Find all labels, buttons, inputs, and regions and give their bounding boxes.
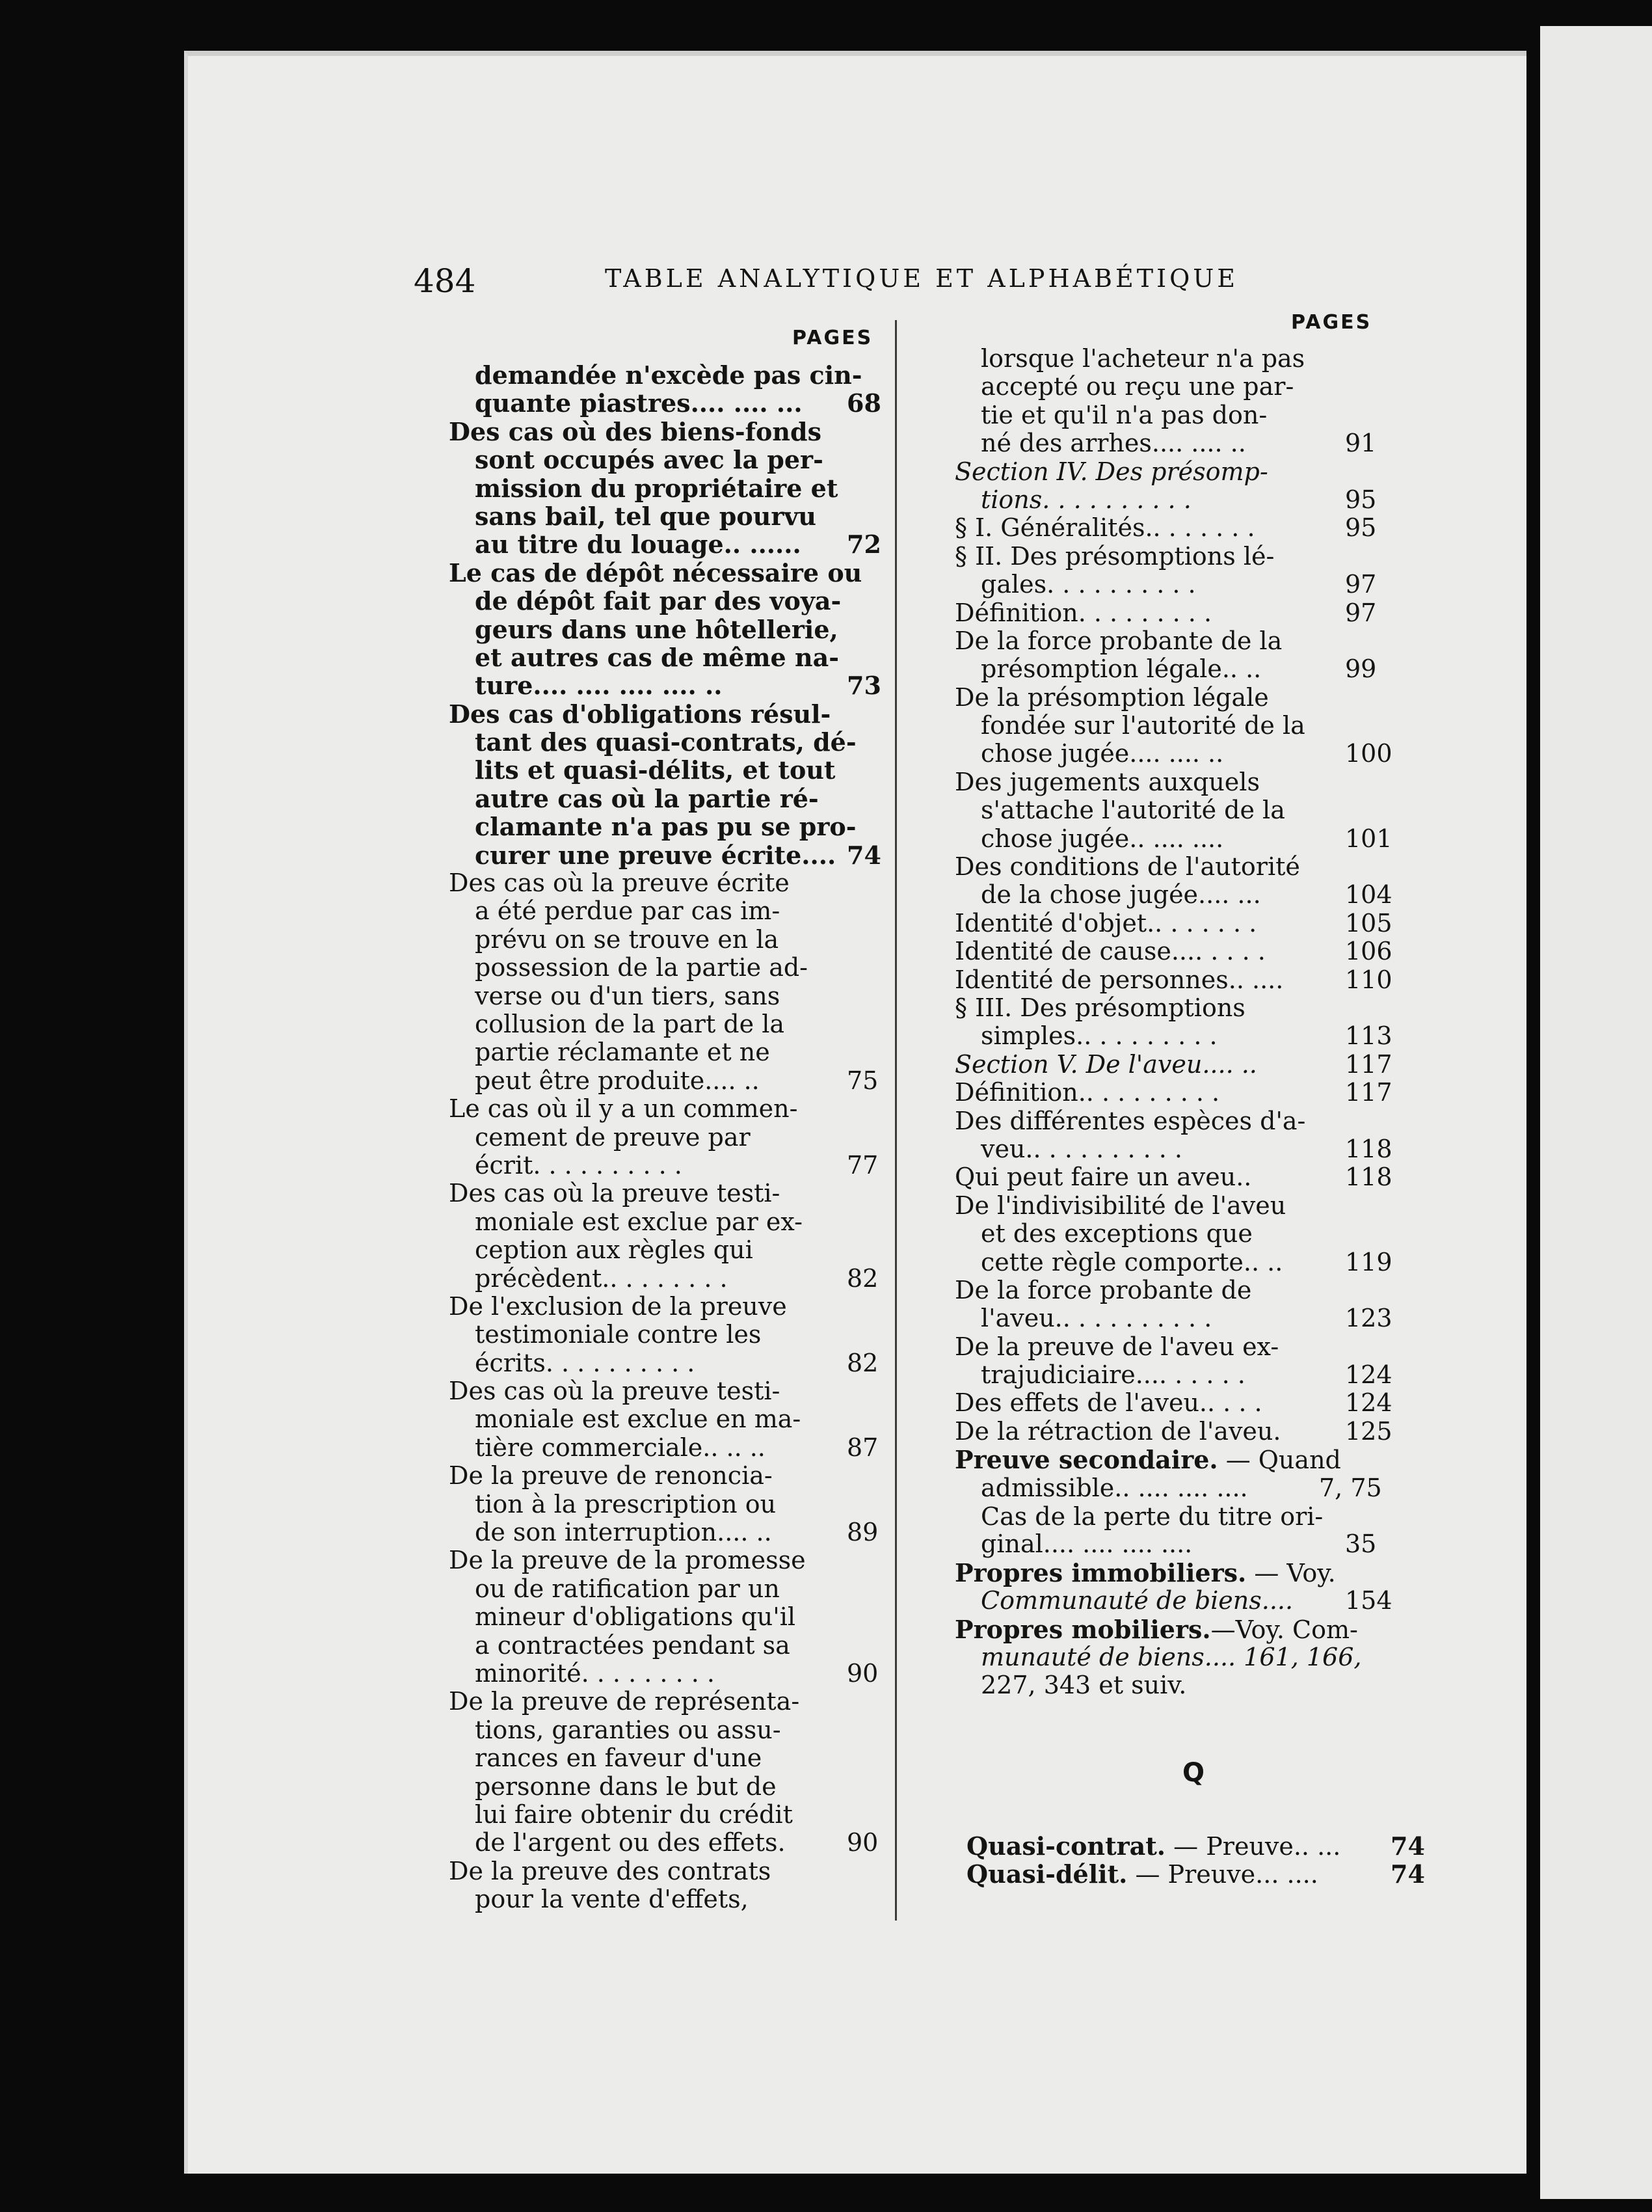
page-reference: 110 <box>1345 965 1392 994</box>
index-entry-text: de la chose jugée.... ... <box>981 880 1261 910</box>
index-line <box>449 1603 885 1631</box>
index-entry-text: De la présomption légale <box>955 682 1269 712</box>
page-reference: 68 <box>847 388 881 418</box>
index-entry-text: De la rétraction de l'aveu. <box>955 1416 1281 1446</box>
index-entry-text: prévu on se trouve en la <box>475 924 779 954</box>
index-entry-text: Des effets de l'aveu.. . . . <box>955 1388 1262 1418</box>
index-entry-text: personne dans le but de <box>475 1772 777 1801</box>
index-entry-text: Le cas de dépôt nécessaire ou <box>449 558 862 587</box>
index-line <box>449 1773 885 1801</box>
index-line <box>449 1575 885 1603</box>
page-reference: 74 <box>847 840 881 870</box>
index-entry-text: ginal.... .... .... .... <box>981 1530 1193 1559</box>
index-entry-text: sont occupés avec la per- <box>475 445 823 475</box>
index-entry-text: ception aux règles qui <box>475 1235 753 1265</box>
index-entry-text: tière commerciale.. .. .. <box>475 1433 766 1462</box>
right-pages-label: PAGES <box>1291 311 1372 334</box>
entry-heading: Quasi-contrat. <box>966 1831 1166 1861</box>
page-reference: 99 <box>1345 654 1377 684</box>
index-line <box>449 1180 885 1207</box>
index-entry-text: précèdent.. . . . . . . . <box>475 1263 728 1293</box>
index-line <box>955 1022 1423 1050</box>
index-line <box>955 966 1423 994</box>
index-entry-text: geurs dans une hôtellerie, <box>475 614 838 644</box>
index-line <box>449 643 885 671</box>
entry-heading-rest: — Quand <box>1218 1446 1341 1475</box>
index-line <box>955 1446 1423 1474</box>
index-entry-text: né des arrhes.... .... .. <box>981 429 1246 458</box>
index-entry-text: chose jugée.... .... .. <box>981 739 1224 768</box>
index-entry-text: écrits. . . . . . . . . . <box>475 1348 695 1377</box>
index-line <box>955 514 1423 542</box>
index-line <box>955 1643 1423 1671</box>
index-entry-text: Définition. . . . . . . . . <box>955 598 1212 627</box>
index-line <box>955 401 1423 429</box>
index-entry-text: Définition.. . . . . . . . . <box>955 1078 1220 1107</box>
index-entry-text: peut être produite.... .. <box>475 1066 760 1095</box>
index-line <box>449 1660 885 1688</box>
index-line <box>449 1885 885 1913</box>
index-line <box>449 785 885 813</box>
page-reference: 100 <box>1345 739 1392 768</box>
index-line <box>955 740 1423 768</box>
index-entry-text: simples.. . . . . . . . . <box>981 1021 1218 1051</box>
index-line <box>449 1462 885 1490</box>
index-line <box>449 1377 885 1405</box>
index-line <box>449 502 885 530</box>
index-entry-text: clamante n'a pas pu se pro- <box>475 812 857 842</box>
adjacent-page-edge <box>1540 26 1652 2199</box>
index-line <box>449 1124 885 1152</box>
index-entry-text: accepté ou reçu une par- <box>981 372 1294 401</box>
column-divider <box>895 320 897 1921</box>
index-entry-text: s'attache l'autorité de la <box>981 796 1285 825</box>
index-line <box>449 1293 885 1321</box>
index-line <box>449 1010 885 1038</box>
page-reference: 77 <box>847 1150 879 1180</box>
page-reference: 73 <box>847 671 881 701</box>
page-reference: 154 <box>1345 1586 1392 1615</box>
index-entry-text: tion à la prescription ou <box>475 1489 777 1518</box>
index-entry-text: tions. . . . . . . . . . <box>981 485 1192 514</box>
index-entry-text: De la force probante de <box>955 1275 1252 1304</box>
index-entry-text: collusion de la part de la <box>475 1009 785 1038</box>
index-entry-text: de dépôt fait par des voya- <box>475 586 842 616</box>
index-entry-text: De la force probante de la <box>955 626 1283 655</box>
index-entry-text: Des cas où la preuve testi- <box>449 1179 780 1208</box>
index-line <box>955 1418 1423 1446</box>
index-entry-text: a contractées pendant sa <box>475 1630 790 1660</box>
right-column <box>955 345 1423 1700</box>
index-line <box>449 1829 885 1857</box>
index-entry-text: Des cas d'obligations résul- <box>449 699 831 729</box>
index-line <box>449 1688 885 1716</box>
index-line <box>449 389 885 417</box>
index-line <box>955 1530 1423 1558</box>
page-reference: 125 <box>1345 1416 1392 1446</box>
index-line <box>955 1304 1423 1332</box>
q-entries <box>966 1831 1425 1889</box>
index-entry-text: au titre du louage.. ...... <box>475 530 801 560</box>
index-line <box>955 1587 1423 1615</box>
page-reference: 118 <box>1345 1163 1392 1192</box>
index-entry-text: Des jugements auxquels <box>955 767 1260 796</box>
index-entry-text: lits et quasi-délits, et tout <box>475 755 836 785</box>
index-line <box>955 1051 1423 1079</box>
index-entry-text: curer une preuve écrite.... <box>475 840 836 870</box>
index-line <box>449 1744 885 1772</box>
index-entry-text: Identité de cause.... . . . . <box>955 937 1266 966</box>
index-entry-text: ou de ratification par un <box>475 1574 780 1603</box>
index-entry-text: Des cas où des biens-fonds <box>449 416 821 446</box>
index-line <box>449 1067 885 1095</box>
page-reference: 124 <box>1345 1360 1392 1390</box>
index-entry-text: mineur d'obligations qu'il <box>475 1602 796 1632</box>
index-entry-text: possession de la partie ad- <box>475 953 808 982</box>
index-line <box>449 615 885 643</box>
index-line <box>955 684 1423 712</box>
entry-heading: Quasi-délit. <box>966 1859 1128 1889</box>
page-reference: 97 <box>1345 598 1377 627</box>
index-line <box>449 897 885 925</box>
index-line <box>449 1518 885 1546</box>
page-reference: 95 <box>1345 485 1377 514</box>
index-line <box>449 1236 885 1264</box>
index-entry-text: de son interruption.... .. <box>475 1518 772 1547</box>
index-line <box>449 841 885 869</box>
page-reference: 97 <box>1345 570 1377 599</box>
page-reference: 101 <box>1345 824 1392 853</box>
index-line <box>955 1333 1423 1361</box>
index-entry-text: fondée sur l'autorité de la <box>981 711 1305 740</box>
index-entry-text: Communauté de biens.... <box>981 1586 1294 1615</box>
index-entry-text: cette règle comporte.. .. <box>981 1247 1283 1276</box>
index-entry-text: quante piastres.... .... ... <box>475 388 803 418</box>
entry-heading-rest: — Preuve... .... <box>1127 1860 1318 1889</box>
index-line <box>955 1135 1423 1163</box>
index-line <box>955 655 1423 683</box>
index-entry-text: écrit. . . . . . . . . . <box>475 1150 682 1180</box>
index-line <box>955 881 1423 909</box>
page-reference: 91 <box>1345 429 1377 458</box>
entry-heading-rest: Cas de la perte du titre ori- <box>981 1502 1324 1531</box>
index-line <box>955 1248 1423 1276</box>
page-reference: 124 <box>1345 1388 1392 1418</box>
page-reference: 117 <box>1345 1049 1392 1079</box>
entry-heading-rest: — Voy. <box>1246 1558 1336 1587</box>
index-line <box>955 796 1423 824</box>
index-entry-text: Des conditions de l'autorité <box>955 852 1300 882</box>
index-line <box>449 1546 885 1574</box>
entry-heading-rest: —Voy. Com- <box>1210 1615 1358 1644</box>
index-line <box>955 1276 1423 1304</box>
index-entry-text: tie et qu'il n'a pas don- <box>981 400 1268 429</box>
left-pages-label: PAGES <box>792 327 873 349</box>
index-entry-text: pour la vente d'effets, <box>475 1885 749 1914</box>
index-entry-text: demandée n'excède pas cin- <box>475 360 862 390</box>
entry-heading: Propres mobiliers. <box>955 1614 1211 1644</box>
index-entry-text: De la preuve de représenta- <box>449 1687 800 1716</box>
index-entry-text: partie réclamante et ne <box>475 1038 770 1067</box>
index-line <box>955 937 1423 965</box>
index-line <box>955 825 1423 853</box>
index-line <box>449 1208 885 1236</box>
index-entry-text: § I. Généralités.. . . . . . . <box>955 513 1255 543</box>
index-entry-text: De l'exclusion de la preuve <box>449 1291 787 1321</box>
index-line <box>955 543 1423 571</box>
index-line <box>955 1615 1423 1643</box>
index-entry-text: tions, garanties ou assu- <box>475 1715 781 1744</box>
index-entry-text: de l'argent ou des effets. <box>475 1828 786 1857</box>
index-entry-text: § II. Des présomptions lé- <box>955 541 1275 571</box>
page-reference: 90 <box>847 1828 879 1857</box>
left-column <box>449 361 885 1913</box>
index-entry-text: cement de preuve par <box>475 1122 751 1152</box>
page-reference: 104 <box>1345 880 1392 910</box>
index-line <box>955 486 1423 514</box>
index-line <box>955 627 1423 655</box>
index-entry-text: De la preuve de renoncia- <box>449 1461 773 1490</box>
index-entry-text: lui faire obtenir du crédit <box>475 1800 793 1829</box>
index-line <box>449 446 885 474</box>
index-line <box>449 869 885 897</box>
index-entry-text: munauté de biens.... 161, 166, <box>981 1642 1362 1671</box>
index-entry-text: veu.. . . . . . . . . . <box>981 1134 1183 1163</box>
page-reference: 75 <box>847 1066 879 1095</box>
index-entry-text: 227, 343 et suiv. <box>981 1671 1187 1700</box>
index-entry-text: trajudiciaire.... . . . . . <box>981 1360 1246 1390</box>
index-line <box>955 1671 1423 1699</box>
index-entry-text: Des cas où la preuve écrite <box>449 869 790 898</box>
page-reference: 117 <box>1345 1078 1392 1107</box>
index-entry-text: rances en faveur d'une <box>475 1744 762 1773</box>
index-line <box>449 1490 885 1518</box>
index-entry-text: admissible.. .... .... .... <box>981 1473 1248 1502</box>
index-line <box>955 1502 1423 1530</box>
index-entry-text: De l'indivisibilité de l'aveu <box>955 1191 1286 1220</box>
page-reference: 35 <box>1345 1530 1377 1559</box>
index-line <box>449 813 885 841</box>
entry-heading-rest: — Preuve.. ... <box>1166 1832 1341 1861</box>
index-entry-text: moniale est exclue par ex- <box>475 1207 803 1236</box>
index-entry-text: Le cas où il y a un commen- <box>449 1094 798 1124</box>
index-line <box>955 1389 1423 1417</box>
index-line <box>449 954 885 982</box>
index-line <box>955 345 1423 373</box>
index-line <box>955 994 1423 1022</box>
entry-heading: Preuve secondaire. <box>955 1445 1218 1475</box>
index-entry-text: Identité de personnes.. .... <box>955 965 1284 994</box>
index-line <box>955 1220 1423 1248</box>
section-letter-q: Q <box>1182 1758 1205 1788</box>
index-line <box>449 1405 885 1433</box>
page-reference: 74 <box>1391 1831 1425 1861</box>
index-line <box>449 1857 885 1885</box>
index-entry-text: § III. Des présomptions <box>955 993 1246 1022</box>
index-line <box>449 926 885 954</box>
index-line <box>955 571 1423 599</box>
index-entry-text: De la preuve de la promesse <box>449 1546 806 1575</box>
index-entry-text: et autres cas de même na- <box>475 642 839 672</box>
index-entry-text: mission du propriétaire et <box>475 473 838 503</box>
page-reference: 72 <box>847 530 881 560</box>
index-line <box>955 853 1423 881</box>
index-entry-text: moniale est exclue en ma- <box>475 1405 801 1434</box>
index-entry-text: De la preuve des contrats <box>449 1856 771 1885</box>
index-entry-text: testimoniale contre les <box>475 1320 762 1349</box>
page-reference: 118 <box>1345 1134 1392 1163</box>
index-line <box>449 1632 885 1660</box>
page-reference: 119 <box>1345 1247 1392 1276</box>
page-reference: 74 <box>1391 1859 1425 1889</box>
index-line <box>449 671 885 699</box>
running-title: TABLE ANALYTIQUE ET ALPHABÉTIQUE <box>605 264 1238 293</box>
index-entry-text: De la preuve de l'aveu ex- <box>955 1332 1279 1361</box>
index-line <box>955 768 1423 796</box>
index-entry-text: Section V. De l'aveu.... .. <box>955 1049 1257 1079</box>
index-line <box>966 1859 1425 1889</box>
index-entry-text: verse ou d'un tiers, sans <box>475 981 780 1010</box>
index-line <box>955 1107 1423 1135</box>
index-entry-text: autre cas où la partie ré- <box>475 783 819 813</box>
index-line <box>449 1265 885 1293</box>
page-reference: 87 <box>847 1433 879 1462</box>
index-entry-text: Des cas où la preuve testi- <box>449 1377 780 1406</box>
page-reference: 123 <box>1345 1304 1392 1333</box>
index-entry-text: sans bail, tel que pourvu <box>475 501 817 531</box>
index-line <box>955 599 1423 627</box>
index-line <box>449 1716 885 1744</box>
index-entry-text: ture.... .... .... .... .. <box>475 671 723 701</box>
page-reference: 82 <box>847 1263 879 1293</box>
page-number: 484 <box>414 262 476 300</box>
index-line <box>449 1349 885 1377</box>
index-entry-text: minorité. . . . . . . . . <box>475 1658 715 1688</box>
page-reference: 7, 75 <box>1319 1473 1382 1502</box>
index-line <box>955 1474 1423 1502</box>
index-entry-text: Section IV. Des présomp- <box>955 457 1268 486</box>
index-entry-text: Des différentes espèces d'a- <box>955 1106 1306 1135</box>
index-line <box>955 1361 1423 1389</box>
index-line <box>955 429 1423 457</box>
index-line <box>449 361 885 389</box>
page-reference: 95 <box>1345 513 1377 543</box>
index-line <box>449 1801 885 1829</box>
index-entry-text: tant des quasi-contrats, dé- <box>475 727 857 757</box>
index-line <box>449 982 885 1010</box>
page-reference: 113 <box>1345 1021 1392 1051</box>
index-line <box>449 700 885 728</box>
index-entry-text: l'aveu.. . . . . . . . . . <box>981 1304 1212 1333</box>
index-line <box>955 1192 1423 1220</box>
index-entry-text: lorsque l'acheteur n'a pas <box>981 344 1305 373</box>
index-line <box>449 1038 885 1066</box>
index-entry-text: présomption légale.. .. <box>981 654 1262 684</box>
index-line <box>955 373 1423 401</box>
index-entry-text: Qui peut faire un aveu.. <box>955 1163 1252 1192</box>
index-line <box>449 728 885 756</box>
index-entry-text: gales. . . . . . . . . . <box>981 570 1196 599</box>
index-line <box>966 1831 1425 1861</box>
page-reference: 90 <box>847 1658 879 1688</box>
entry-heading: Propres immobiliers. <box>955 1558 1247 1587</box>
index-line <box>955 1163 1423 1191</box>
index-line <box>955 458 1423 486</box>
index-line <box>449 756 885 784</box>
index-line <box>449 530 885 558</box>
index-entry-text: et des exceptions que <box>981 1219 1253 1248</box>
index-line <box>449 474 885 502</box>
page-reference: 105 <box>1345 908 1392 937</box>
index-line <box>449 1095 885 1123</box>
index-line <box>449 418 885 446</box>
page-reference: 89 <box>847 1518 879 1547</box>
index-line <box>955 1559 1423 1587</box>
index-entry-text: Identité d'objet.. . . . . . . <box>955 908 1257 937</box>
index-line <box>449 587 885 615</box>
index-line <box>955 712 1423 740</box>
index-line <box>449 1321 885 1349</box>
page-reference: 106 <box>1345 937 1392 966</box>
index-entry-text: a été perdue par cas im- <box>475 897 780 926</box>
index-line <box>449 1434 885 1462</box>
index-line <box>955 1079 1423 1107</box>
index-line <box>449 1152 885 1180</box>
index-entry-text: chose jugée.. .... .... <box>981 824 1224 853</box>
page-reference: 82 <box>847 1348 879 1377</box>
index-line <box>449 559 885 587</box>
index-line <box>955 910 1423 937</box>
